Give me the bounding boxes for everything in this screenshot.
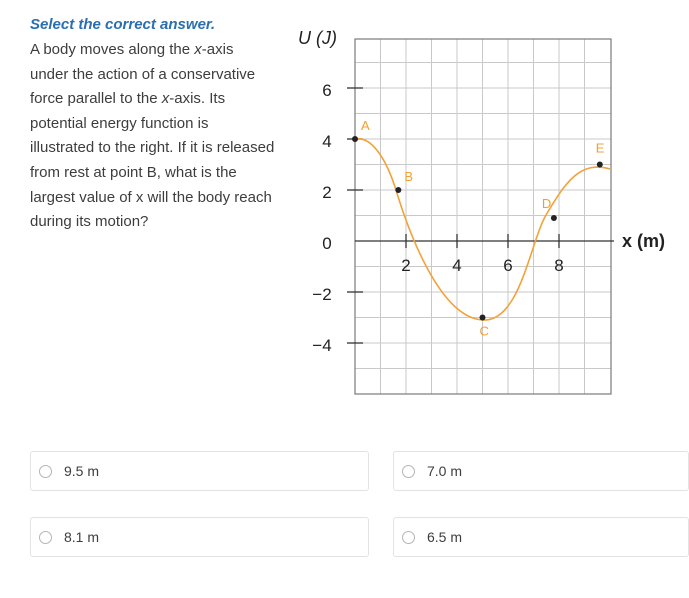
x-axis-label: x (m) xyxy=(622,231,666,251)
point-label-e: E xyxy=(595,140,605,156)
choice-label: 8.1 m xyxy=(64,529,100,545)
x-tick-label: 8 xyxy=(554,256,564,275)
graph-grid xyxy=(355,39,611,394)
choice-label: 6.5 m xyxy=(427,529,463,545)
x-tick-label: 2 xyxy=(401,256,411,275)
y-tick-label: −4 xyxy=(312,336,332,355)
point-label-c: C xyxy=(479,323,489,339)
y-tick-label: −2 xyxy=(312,285,332,304)
x-tick-label: 4 xyxy=(452,256,462,275)
point-d xyxy=(551,215,557,221)
potential-energy-graph xyxy=(290,18,689,400)
y-tick-label: 6 xyxy=(322,81,332,100)
point-label-a: A xyxy=(361,118,370,133)
radio-button[interactable] xyxy=(39,465,52,478)
point-e xyxy=(597,162,603,168)
curve-points xyxy=(352,118,605,339)
point-label-d: D xyxy=(541,196,552,212)
choice-label: 7.0 m xyxy=(427,463,463,479)
question-text: A body moves along the x-axis under the action of a conservative force parallel to the x-axis. Its potential energy function is illustrated to the right. If it is released from rest at point B, what is the largest value of x will the body reach during its motion? xyxy=(30,41,275,231)
y-tick-label: 4 xyxy=(322,132,332,151)
radio-button[interactable] xyxy=(39,531,52,544)
y-tick-label: 0 xyxy=(322,234,332,253)
point-b xyxy=(395,187,401,193)
choice-label: 9.5 m xyxy=(64,463,100,479)
point-label-b: B xyxy=(404,169,414,184)
point-c xyxy=(480,315,486,321)
x-tick-label: 6 xyxy=(503,256,513,275)
answer-choice-d[interactable] xyxy=(393,517,689,557)
answer-choice-c[interactable] xyxy=(30,517,369,557)
y-axis-label: U (J) xyxy=(298,28,337,48)
answer-choice-b[interactable] xyxy=(393,451,689,491)
radio-button[interactable] xyxy=(402,465,415,478)
y-tick-label: 2 xyxy=(322,183,332,202)
instruction-text: Select the correct answer. xyxy=(30,16,216,33)
point-a xyxy=(352,136,358,142)
radio-button[interactable] xyxy=(402,531,415,544)
answer-choice-a[interactable] xyxy=(30,451,369,491)
